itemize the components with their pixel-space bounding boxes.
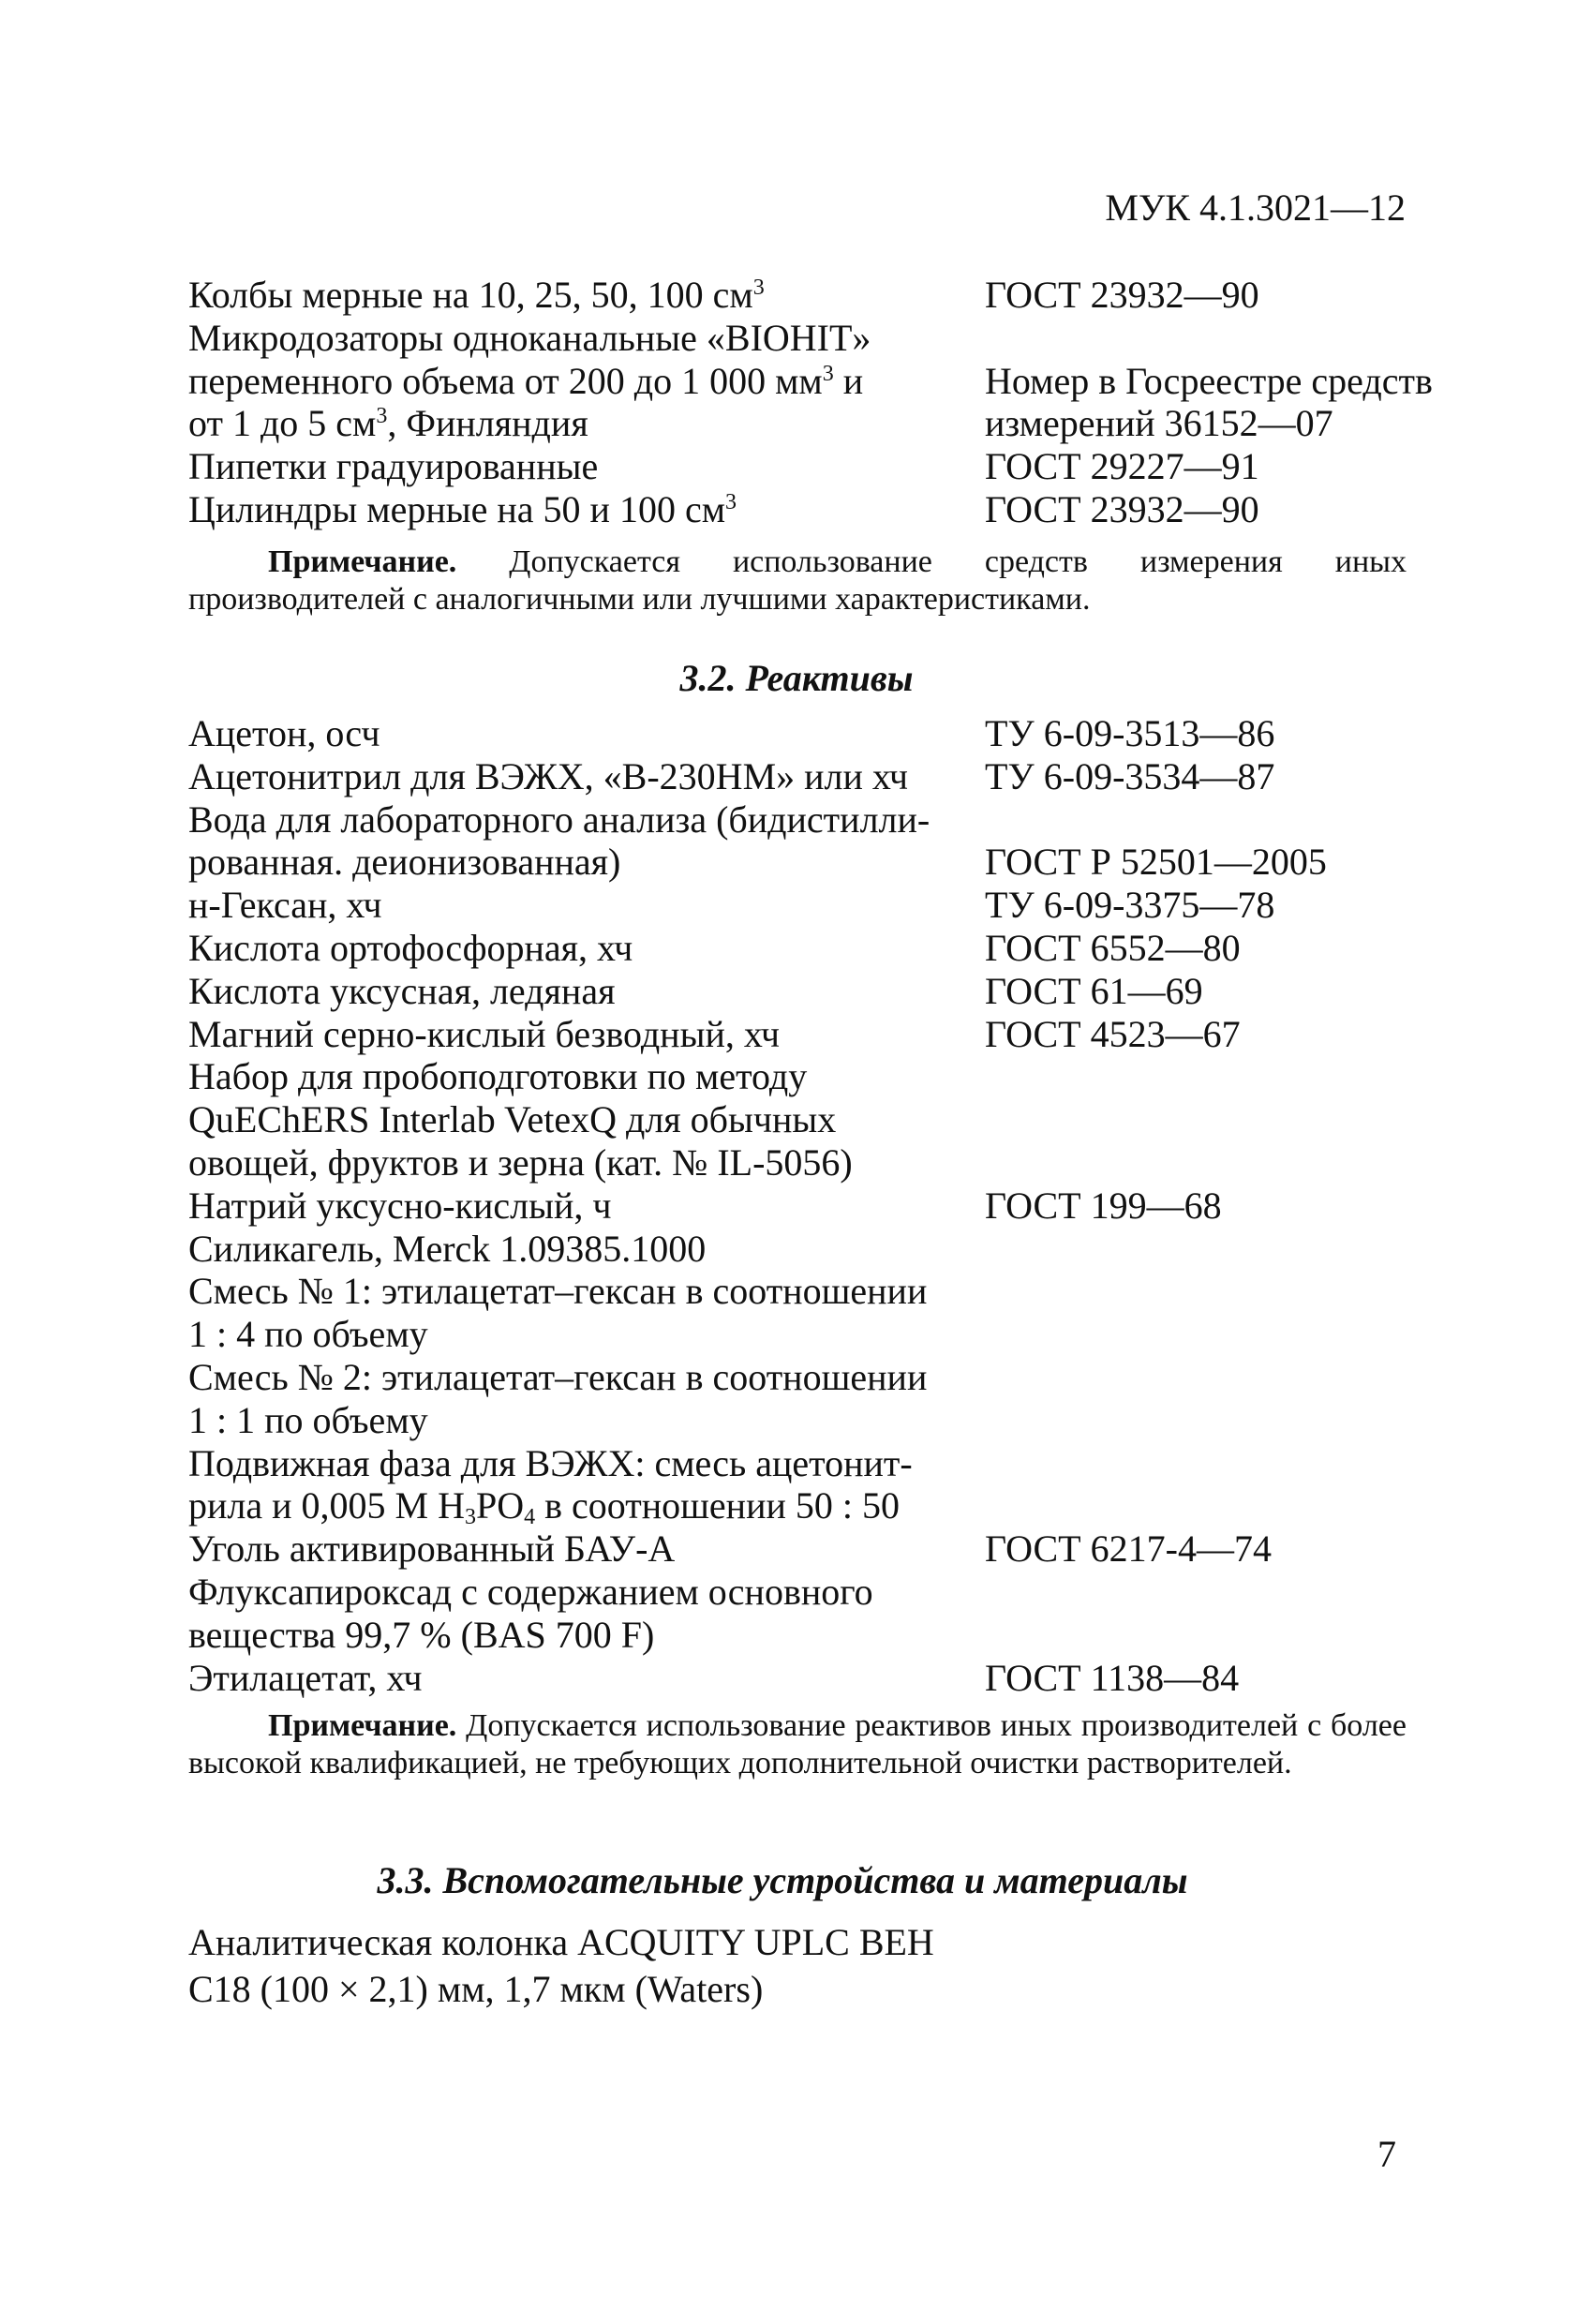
instruments-list <box>188 274 1444 531</box>
list-item: Цилиндры мерные на 50 и 100 $см^3$ ГОСТ 23932—90 <box>188 487 1259 530</box>
list-item: 1 : 4 по объему <box>188 1313 428 1356</box>
list-item: Ацетонитрил для ВЭЖХ, «В-230НМ» или хч ТУ 6-09-3534—87 <box>188 754 1275 797</box>
list-item: овощей, фруктов и зерна (кат. № IL-5056) <box>188 1140 853 1184</box>
list-item: Набор для пробоподготовки по методу <box>188 1055 808 1098</box>
list-item: Силикагель, Merck 1.09385.1000 <box>188 1227 707 1270</box>
note-instruments: Примечание. Допускается использование средств измерения иных производителей с аналогичными или лучшими характеристиками. <box>188 544 1407 617</box>
list-item: Кислота ортофосфорная, хч ГОСТ 6552—80 <box>188 926 1241 969</box>
list-item: Микродозаторы одноканальные «BIOHIT» <box>188 316 871 359</box>
section-title-auxiliary: 3.3. Вспомогательные устройства и материалы <box>377 1859 1188 1901</box>
list-item: Пипетки градуированные ГОСТ 29227—91 <box>188 445 1259 488</box>
note-reagents: Примечание. Допускается использование реактивов иных производителей с более высокой квалификацией, не требующих дополнительной очистки растворителей. <box>188 1708 1407 1780</box>
list-item: от 1 до 5 $см^3$, Финляндия измерений 36152—07 <box>188 402 1333 445</box>
list-item: вещества 99,7 % (BAS 700 F) <box>188 1613 655 1656</box>
list-item: Флуксапироксад с содержанием основного <box>188 1570 873 1613</box>
list-item: переменного объема от 200 до 1 000 $мм^3$ и Номер в Госреестре средств <box>188 359 1433 402</box>
list-item: Кислота уксусная, ледяная ГОСТ 61—69 <box>188 969 1203 1012</box>
list-item: рила и 0,005 М $H_3PO_4$ в соотношении 50 : 50 <box>188 1484 901 1530</box>
reagents-list <box>188 712 1444 1699</box>
list-item: Подвижная фаза для ВЭЖХ: смесь ацетонит- <box>188 1441 913 1484</box>
list-item: Уголь активированный БАУ-А ГОСТ 6217-4—74 <box>188 1527 1272 1571</box>
list-item: Магний серно-кислый безводный, хч ГОСТ 4523—67 <box>188 1012 1241 1055</box>
list-item: C18 (100 × 2,1) мм, 1,7 мкм (Waters) <box>188 1968 764 2010</box>
list-item: Ацетон, осч ТУ 6-09-3513—86 <box>188 712 1275 754</box>
document-code: МУК 4.1.3021—12 <box>1105 186 1406 229</box>
list-item: Смесь № 1: этилацетат–гексан в соотношении <box>188 1270 928 1313</box>
list-item: 1 : 1 по объему <box>188 1398 428 1441</box>
section-title-reagents: 3.2. Реактивы <box>679 657 914 699</box>
list-item: Этилацетат, хч ГОСТ 1138—84 <box>188 1656 1240 1699</box>
page-number: 7 <box>1377 2133 1396 2175</box>
list-item: Колбы мерные на 10, 25, 50, 100 $см^3$ ГОСТ 23932—90 <box>188 274 1259 316</box>
list-item: Аналитическая колонка ACQUITY UPLC BEH <box>188 1921 934 1963</box>
list-item: н-Гексан, хч ТУ 6-09-3375—78 <box>188 884 1275 927</box>
auxiliary-list <box>188 1919 1444 2013</box>
list-item: рованная. деионизованная) ГОСТ Р 52501—2005 <box>188 841 1327 884</box>
list-item: Вода для лабораторного анализа (бидистилли- <box>188 797 930 841</box>
list-item: Смесь № 2: этилацетат–гексан в соотношении <box>188 1355 928 1398</box>
list-item: Натрий уксусно-кислый, ч ГОСТ 199—68 <box>188 1184 1222 1227</box>
list-item: QuEChERS Interlab VetexQ для обычных <box>188 1098 837 1141</box>
